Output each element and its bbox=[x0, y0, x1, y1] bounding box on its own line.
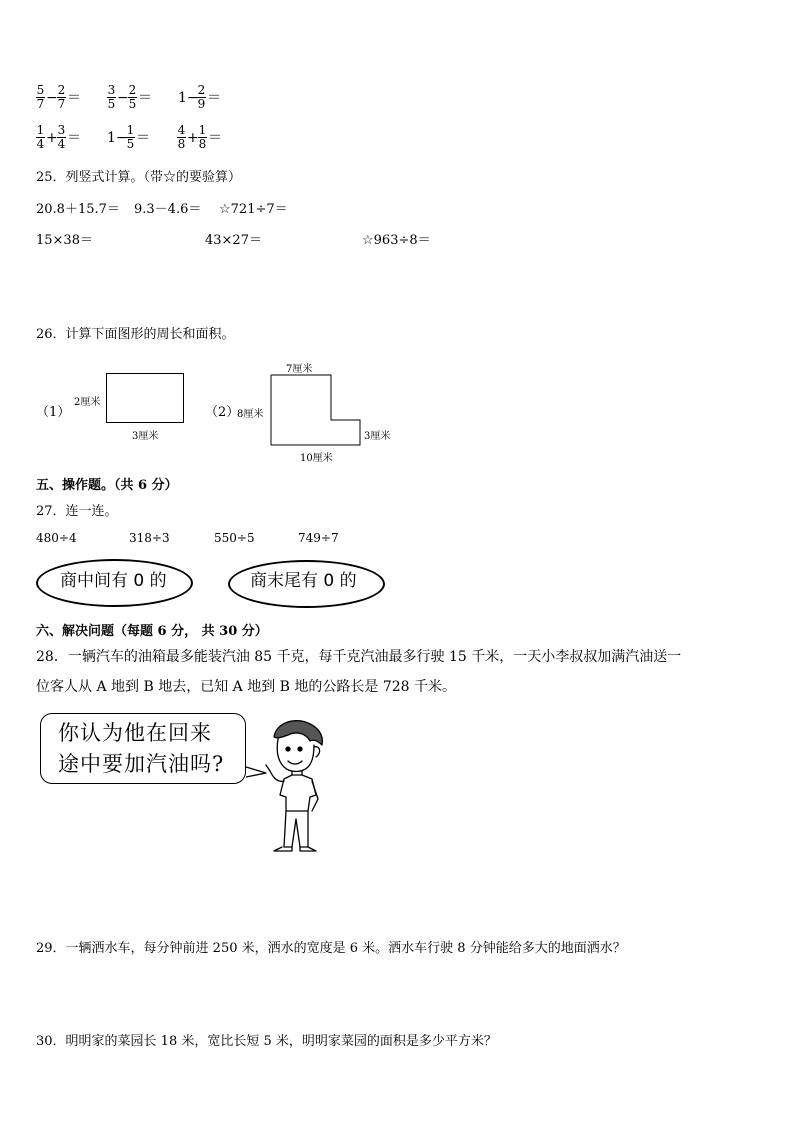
composite-shape bbox=[268, 373, 364, 447]
fraction bbox=[57, 124, 66, 151]
fraction bbox=[57, 84, 66, 111]
fraction bbox=[128, 84, 137, 111]
expression: 749÷7 bbox=[298, 531, 339, 545]
operator: − bbox=[46, 90, 58, 106]
operator: + bbox=[187, 130, 199, 146]
side-label: 2厘米 bbox=[74, 397, 101, 408]
equals-sign: ＝ bbox=[208, 130, 222, 146]
numerator: 1 bbox=[198, 123, 207, 137]
section-6-heading: 六、解决问题（每题 6 分， 共 30 分） bbox=[36, 624, 268, 639]
equals-sign: ＝ bbox=[136, 130, 150, 146]
numerator: 2 bbox=[197, 83, 206, 97]
denominator: 9 bbox=[197, 97, 206, 111]
expression: ☆963÷8＝ bbox=[362, 233, 431, 248]
expression: 43×27＝ bbox=[205, 233, 262, 248]
bottom-label: 10厘米 bbox=[300, 453, 333, 464]
left-label: 8厘米 bbox=[237, 409, 264, 420]
oval-label: 商中间有 0 的 bbox=[60, 571, 167, 591]
expression: 550÷5 bbox=[214, 531, 255, 545]
operator: − bbox=[117, 90, 129, 106]
rectangle-shape bbox=[106, 373, 184, 423]
question-28-line-2: 位客人从 A 地到 B 地去，已知 A 地到 B 地的公路长是 728 千米。 bbox=[36, 679, 457, 695]
fraction bbox=[36, 84, 45, 111]
fraction bbox=[177, 124, 186, 151]
question-29: 29．一辆洒水车，每分钟前进 250 米，洒水的宽度是 6 米。洒水车行驶 8 分钟能给多大的地面洒水？ bbox=[36, 941, 626, 956]
expression: 480÷4 bbox=[36, 531, 77, 545]
numerator: 4 bbox=[177, 123, 186, 137]
fraction bbox=[107, 84, 116, 111]
section-5-heading: 五、操作题。（共 6 分） bbox=[36, 478, 178, 493]
numerator: 3 bbox=[107, 83, 116, 97]
question-26-title: 26．计算下面图形的周长和面积。 bbox=[36, 327, 235, 342]
whole-number: 1− bbox=[107, 130, 128, 146]
numerator: 3 bbox=[57, 123, 66, 137]
denominator: 8 bbox=[177, 137, 186, 151]
denominator: 5 bbox=[128, 97, 137, 111]
whole-number: 1− bbox=[178, 90, 199, 106]
figure-number: （1） bbox=[36, 405, 71, 420]
fraction bbox=[198, 124, 207, 151]
boy-illustration bbox=[246, 715, 336, 855]
denominator: 5 bbox=[107, 97, 116, 111]
expression: 15×38＝ bbox=[36, 233, 93, 248]
numerator: 1 bbox=[36, 123, 45, 137]
fraction bbox=[36, 124, 45, 151]
equals-sign: ＝ bbox=[67, 90, 81, 106]
fraction bbox=[126, 124, 135, 151]
numerator: 5 bbox=[36, 83, 45, 97]
top-label: 7厘米 bbox=[286, 364, 313, 375]
denominator: 4 bbox=[36, 137, 45, 151]
question-30: 30．明明家的菜园长 18 米，宽比长短 5 米，明明家菜园的面积是多少平方米？ bbox=[36, 1034, 497, 1049]
question-27-title: 27．连一连。 bbox=[36, 504, 118, 519]
right-label: 3厘米 bbox=[364, 431, 391, 442]
bottom-label: 3厘米 bbox=[132, 431, 159, 442]
speech-line-1: 你认为他在回来 bbox=[58, 721, 212, 745]
expression: 20.8＋15.7＝ bbox=[36, 202, 120, 217]
expression: 9.3－4.6＝ bbox=[134, 202, 202, 217]
question-28-line-1: 28．一辆汽车的油箱最多能装汽油 85 千克，每千克汽油最多行驶 15 千米，一天小李叔叔加满汽油送一 bbox=[36, 649, 682, 665]
numerator: 2 bbox=[128, 83, 137, 97]
expression: ☆721÷7＝ bbox=[219, 202, 288, 217]
numerator: 2 bbox=[57, 83, 66, 97]
denominator: 7 bbox=[57, 97, 66, 111]
numerator: 1 bbox=[126, 123, 135, 137]
denominator: 8 bbox=[198, 137, 207, 151]
figure-number: （2） bbox=[205, 405, 240, 420]
equals-sign: ＝ bbox=[138, 90, 152, 106]
denominator: 5 bbox=[126, 137, 135, 151]
speech-line-2: 途中要加汽油吗? bbox=[58, 752, 225, 776]
denominator: 7 bbox=[36, 97, 45, 111]
equals-sign: ＝ bbox=[67, 130, 81, 146]
denominator: 4 bbox=[57, 137, 66, 151]
expression: 318÷3 bbox=[129, 531, 170, 545]
operator: + bbox=[46, 130, 58, 146]
equals-sign: ＝ bbox=[207, 90, 221, 106]
oval-label: 商末尾有 0 的 bbox=[250, 571, 357, 591]
fraction bbox=[197, 84, 206, 111]
question-25-title: 25．列竖式计算。（带☆的要验算） bbox=[36, 170, 242, 185]
